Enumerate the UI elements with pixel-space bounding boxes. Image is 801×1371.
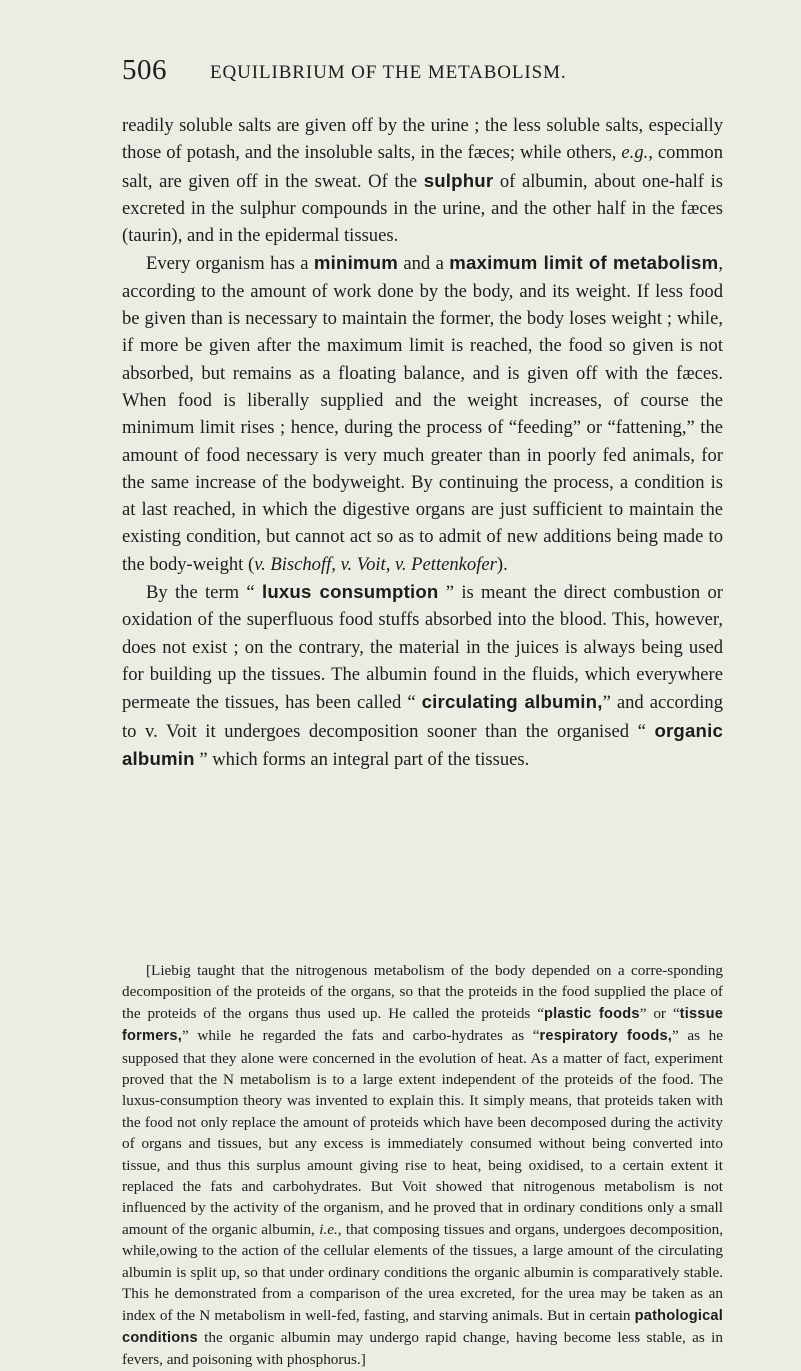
paragraph-metabolism-limits [122,249,723,578]
term-respiratory-foods: respiratory foods, [539,1028,673,1045]
term-pathological-conditions: pathological conditions [122,1307,723,1346]
text-run: the organic albumin may undergo rapid change, having become less stable, as in fevers, and poisoning with phosphorus.] [122,1328,723,1369]
term-tissue-formers: tissue formers, [122,1005,724,1045]
italic-eg: e.g. [621,142,649,164]
text-run: , common salt, are given off in the sweat. Of the [122,142,723,192]
term-organic-albumin: organic albumin [122,719,723,769]
main-text [122,112,723,773]
page-number: 506 [122,54,167,86]
italic-references: v. Bischoff, v. Voit, v. Pettenkofer [254,553,497,575]
paragraph-salts-and-sulphur [122,112,723,249]
term-maximum-limit-of-metabolism: maximum limit of metabolism [449,252,719,274]
page-header [122,52,722,92]
text-run: ” while he regarded the fats and carbo-hydrates as “ [182,1027,540,1045]
running-title: EQUILIBRIUM OF THE METABOLISM. [210,62,567,83]
text-run: ” as he supposed that they alone were concerned in the evolution of heat. As a matter of fact, experiment proved that the N metabolism is to a large extent independent of the proteids of the food. The luxus-consumption theory was invented to explain this. It simply means, that proteids taken with the food not only replace the amount of proteids which have been decomposed during the activity of organs and tissues, but any excess is immediately consumed without being converted into tissue, and thus this surplus amount giving rise to heat, being oxidised, to a certain extent it replaced the fats and carbohydrates. But Voit showed that nitrogenous metabolism is not influenced by the activity of the organism, and he proved that in ordinary conditions only a small amount of the organic albumin, [122,1027,723,1238]
text-run: Every organism has a [146,253,314,275]
text-run: [Liebig taught that the nitrogenous metabolism of the body depended on a corre-sponding decomposition of the proteids of the organs, so that the proteids in the food supplied the place of the proteids of the organs thus used up. He called the proteids “ [122,962,723,1022]
editorial-note [122,960,723,1371]
text-run: of albumin, about one-half is excreted in the sulphur compounds in the urine, and the other half in the fæces (taurin), and in the epidermal tissues. [122,170,723,247]
text-run: ). [496,553,508,575]
text-run: ” which forms an integral part of the tissues. [194,748,530,770]
text-run: ” and according to v. Voit it undergoes decomposition sooner than the organised “ [122,692,723,742]
text-run: and a [397,253,450,275]
term-plastic-foods: plastic foods [543,1005,640,1022]
text-run: , according to the amount of work done by the body, and its weight. If less food be given than is necessary to maintain the former, the body loses weight ; while, if more be given after the maximum limit is reached, the food so given is not absorbed, but remains as a floating balance, and is given off with the fæces. When food is liberally supplied and the weight increases, of course the minimum limit rises ; hence, during the process of “feeding” or “fattening,” the amount of food necessary is very much greater than in poorly fed animals, for the same increase of the bodyweight. By continuing the process, a condition is at last reached, in which the digestive organs are just sufficient to maintain the existing condition, but cannot act so as to admit of new additions being made to the body-weight ( [122,253,723,575]
italic-ie: i.e. [319,1220,338,1238]
term-circulating-albumin: circulating albumin, [421,691,603,713]
paragraph-luxus-consumption [122,578,723,773]
text-run: readily soluble salts are given off by the urine ; the less soluble salts, especially those of potash, and the insoluble salts, in the fæces; while others, [122,115,723,164]
text-run: , that composing tissues and organs, undergoes decomposition, while,owing to the action of the cellular elements of the tissues, a large amount of the circulating albumin is split up, so that under ordinary conditions the organic albumin is comparatively stable. This he demonstrated from a comparison of the urea excreted, for the urea may be taken as an index of the N metabolism in well-fed, fasting, and starving animals. But in certain [122,1220,723,1324]
term-luxus-consumption: luxus consumption [261,581,439,603]
text-run: ” is meant the direct combustion or oxidation of the superfluous food stuffs absorbed into the blood. This, however, does not exist ; on the contrary, the material in the juices is always being used for building up the tissues. The albumin found in the fluids, which everywhere permeate the tissues, has been called “ [122,582,723,714]
text-run: By the term “ [146,582,262,604]
term-sulphur: sulphur [423,169,494,191]
text-run: ” or “ [639,1004,680,1022]
term-minimum: minimum [313,252,398,274]
